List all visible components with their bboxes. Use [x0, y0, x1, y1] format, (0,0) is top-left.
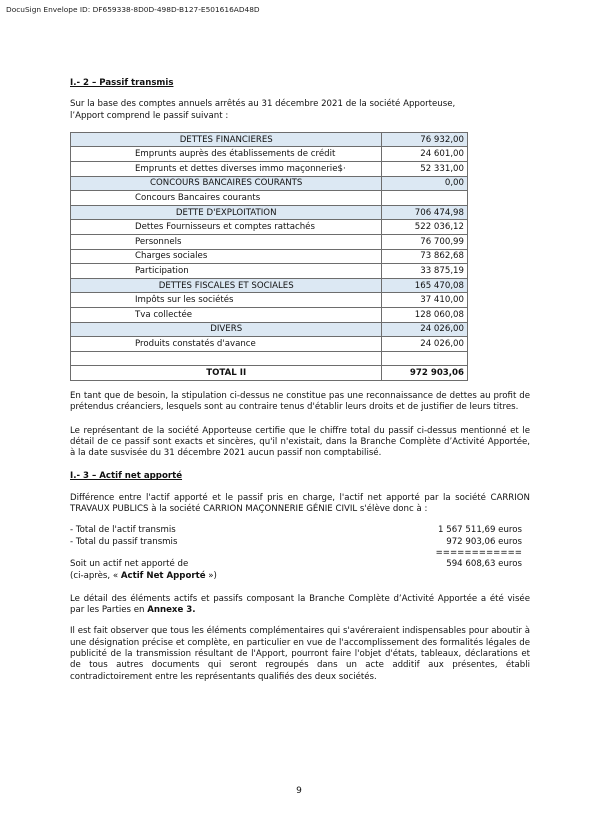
summary-separator-row [70, 548, 530, 559]
item-value: 37 410,00 [382, 293, 468, 308]
paragraph-representant: Le représentant de la société Apporteuse certifie que le chiffre total du passif ci-dessus mentionné et le détail de ce passif sont exacts et sincères, qu'il n'existait, dans la Branche Complète d’Activité Apportée, à la date susvisée du 31 décembre 2021 aucun passif non comptabilisé. [70, 425, 530, 459]
item-value [382, 191, 468, 206]
summary-value-passif: 972 903,06 euros [446, 536, 522, 547]
item-value: 24 601,00 [382, 147, 468, 162]
item-label: Personnels [71, 235, 382, 250]
table-row [71, 322, 468, 337]
item-value: 522 036,12 [382, 220, 468, 235]
table-row [71, 147, 468, 162]
summary-ci-apres [70, 571, 530, 582]
table-row [71, 366, 468, 381]
category-label: DETTE D'EXPLOITATION [71, 205, 382, 220]
ci-apres-text [70, 571, 217, 582]
table-row [71, 191, 468, 206]
summary-label-passif: - Total du passif transmis [70, 536, 178, 547]
summary-value-actif: 1 567 511,69 euros [438, 525, 522, 536]
total-value: 972 903,06 [382, 366, 468, 381]
passif-intro [70, 99, 530, 122]
item-value [382, 351, 468, 366]
item-value: 52 331,00 [382, 162, 468, 177]
paragraph-observer: Il est fait observer que tous les éléments complémentaires qui s'avéreraient indispensables pour aboutir à une désignation précise et complète, en particulier en vue de l'accomplissement des formalités légales de publicité de la transmission résultant de l'Apport, pourront faire l'objet d'états, tableaux, déclarations et de tous autres documents qui seront regroupés dans un acte additif aux présentes, établi contradictoirement entre les représentants qualifiés des deux sociétés. [70, 626, 530, 682]
table-row [71, 278, 468, 293]
total-label: TOTAL II [71, 366, 382, 381]
passif-table [70, 132, 468, 381]
table-row [71, 132, 468, 147]
table-row [71, 176, 468, 191]
table-row [71, 337, 468, 352]
item-label: Emprunts et dettes diverses immo maçonnerie$· [71, 162, 382, 177]
ci-apres-prefix: (ci-après, « [70, 570, 121, 581]
item-label: Emprunts auprès des établissements de crédit [71, 147, 382, 162]
page-number: 9 [296, 786, 302, 796]
table-row [71, 351, 468, 366]
category-value: 76 932,00 [382, 132, 468, 147]
category-value: 706 474,98 [382, 205, 468, 220]
summary-separator: ============ [435, 547, 522, 558]
table-row [71, 235, 468, 250]
item-label: Participation [71, 264, 382, 279]
section-heading-passif: I.- 2 – Passif transmis [70, 78, 174, 88]
table-row [71, 308, 468, 323]
summary-row-passif [70, 537, 530, 548]
summary-label-actif: - Total de l'actif transmis [70, 525, 176, 536]
document-body [70, 78, 530, 683]
section-heading-actif-net: I.- 3 – Actif net apporté [70, 471, 183, 482]
item-label: Produits constatés d'avance [71, 337, 382, 352]
category-label: DETTES FISCALES ET SOCIALES [71, 278, 382, 293]
paragraph-detail [70, 594, 530, 617]
table-row [71, 205, 468, 220]
ci-apres-suffix: ») [205, 570, 217, 581]
item-value: 24 026,00 [382, 337, 468, 352]
summary-value-soit: 594 608,63 euros [446, 559, 522, 570]
item-label: Tva collectée [71, 308, 382, 323]
item-value: 33 875,19 [382, 264, 468, 279]
actif-net-intro: Différence entre l'actif apporté et le passif pris en charge, l'actif net apporté par la société CARRION TRAVAUX PUBLICS à la société CARRION MAÇONNERIE GÉNIE CIVIL s'élève donc à : [70, 492, 530, 515]
category-value: 24 026,00 [382, 322, 468, 337]
summary-row-actif [70, 525, 530, 536]
item-value: 73 862,68 [382, 249, 468, 264]
table-row [71, 264, 468, 279]
table-row [71, 162, 468, 177]
item-label: Dettes Fournisseurs et comptes rattachés [71, 220, 382, 235]
category-label: CONCOURS BANCAIRES COURANTS [71, 176, 382, 191]
paragraph-besoin: En tant que de besoin, la stipulation ci-dessus ne constitue pas une reconnaissance de dettes au profit de prétendus créanciers, lesquels sont au contraire tenus d'établir leurs droits et de justifier de leurs titres. [70, 390, 530, 413]
item-label: Charges sociales [71, 249, 382, 264]
category-value: 165 470,08 [382, 278, 468, 293]
item-label: Impôts sur les sociétés [71, 293, 382, 308]
item-label: Concours Bancaires courants [71, 191, 382, 206]
table-row [71, 220, 468, 235]
detail-annexe: Annexe 3. [147, 605, 196, 616]
table-row [71, 293, 468, 308]
summary-row-soit [70, 559, 530, 570]
category-value: 0,00 [382, 176, 468, 191]
ci-apres-bold: Actif Net Apporté [120, 570, 206, 581]
passif-intro-line2: l’Apport comprend le passif suivant : [70, 110, 229, 121]
item-label [71, 351, 382, 366]
docusign-envelope-id: DocuSign Envelope ID: DF659338-8D0D-498D-B127-E501616AD48D [6, 5, 260, 14]
item-value: 128 060,08 [382, 308, 468, 323]
category-label: DETTES FINANCIERES [71, 132, 382, 147]
category-label: DIVERS [71, 322, 382, 337]
table-row [71, 249, 468, 264]
summary-label-soit: Soit un actif net apporté de [70, 559, 189, 570]
item-value: 76 700,99 [382, 235, 468, 250]
passif-intro-line1: Sur la base des comptes annuels arrêtés au 31 décembre 2021 de la société Apporteuse, [70, 99, 456, 110]
detail-prefix: Le détail des éléments actifs et passifs composant la Branche Complète d’Activité Apportée a été visée par les Parties en [70, 593, 530, 616]
